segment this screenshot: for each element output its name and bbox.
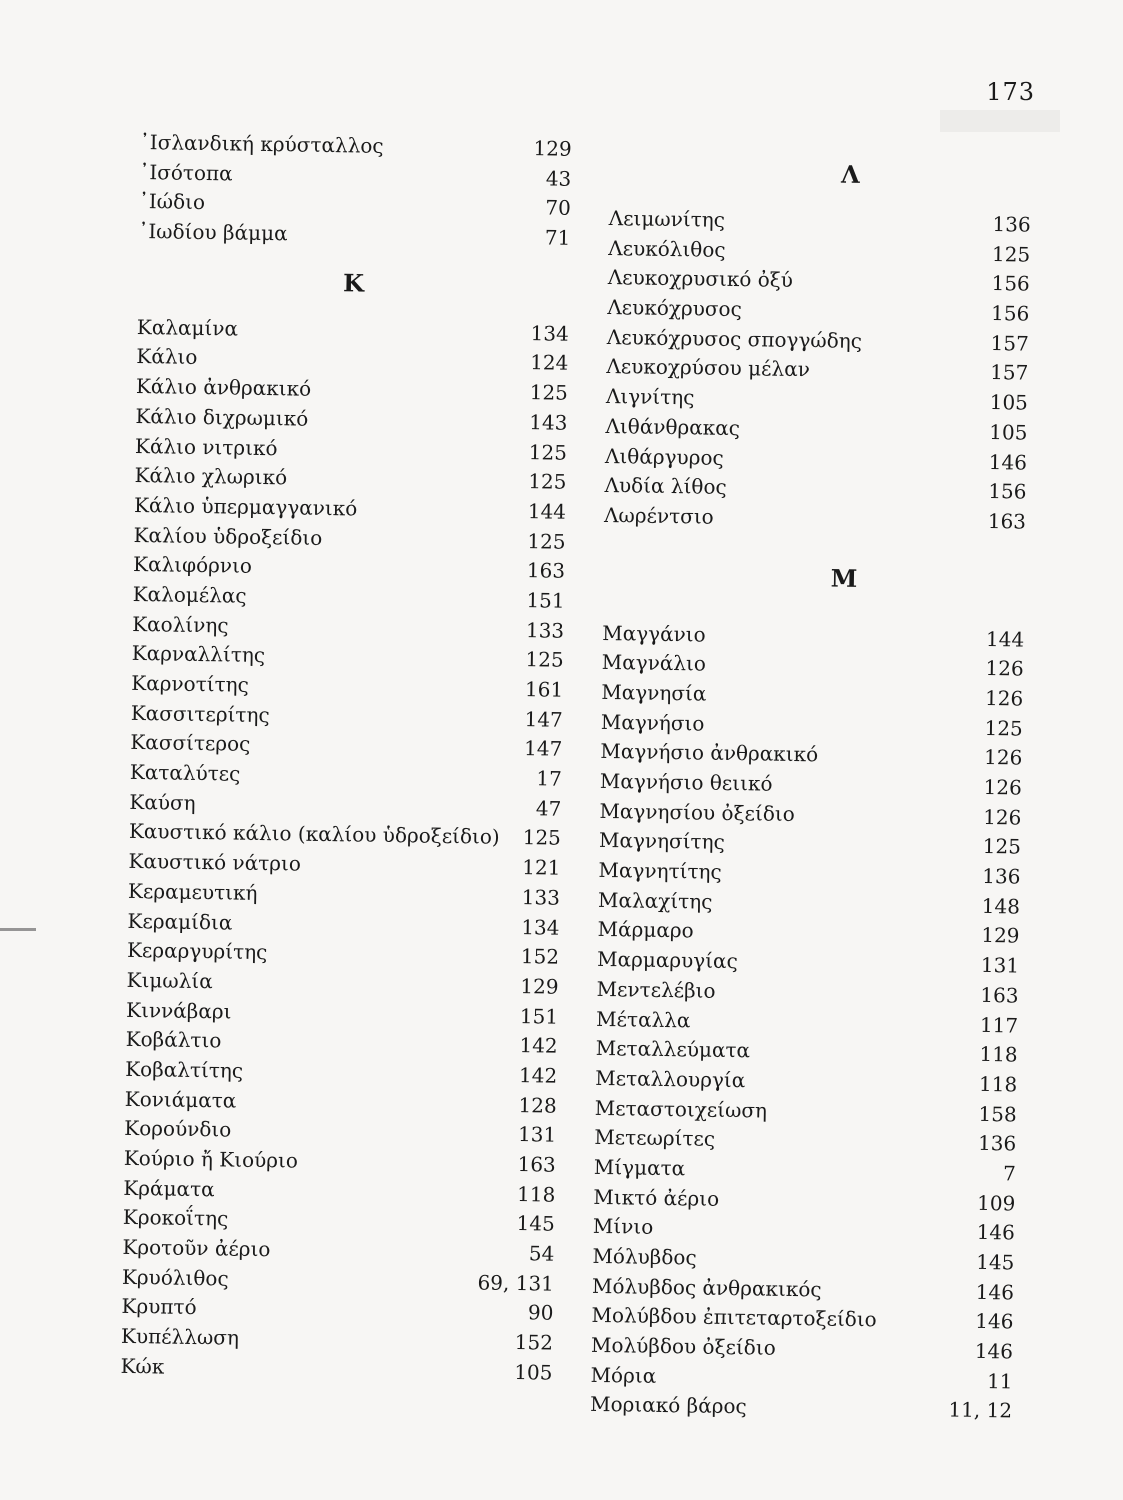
entry-page-number: 157 — [989, 360, 1029, 386]
entry-term: Λευκόχρυσος σπογγώδης — [606, 324, 863, 353]
entry-page-number: 156 — [991, 271, 1030, 296]
section-letter-mu: Μ — [830, 563, 858, 593]
entry-page-number: 105 — [989, 419, 1028, 445]
entry-term: Καλαμίνα — [136, 314, 239, 341]
entry-term: Κεραμίδια — [127, 908, 233, 935]
entry-term: Κιμωλία — [126, 967, 213, 994]
entry-term: Καολίνης — [132, 611, 229, 638]
entry-page-number: 146 — [974, 1338, 1014, 1364]
entry-page-number: 90 — [527, 1300, 554, 1326]
entry-page-number: 161 — [524, 677, 564, 702]
page-number: 173 — [986, 78, 1035, 106]
section-letter-lambda: Λ — [840, 159, 860, 189]
entry-page-number: 129 — [981, 923, 1020, 948]
entry-term: Κεραμευτική — [127, 878, 258, 905]
entry-term: Κράματα — [123, 1175, 215, 1201]
entry-term: Κάλιο διχρωμικό — [135, 403, 309, 431]
entry-page-number: 151 — [519, 1003, 559, 1029]
entry-page-number: 43 — [545, 166, 572, 191]
entry-term: Μολύβδου ὀξείδιο — [590, 1332, 776, 1360]
entry-page-number: 125 — [522, 825, 562, 851]
entry-term: Κρυόλιθος — [121, 1264, 229, 1291]
entry-page-number: 156 — [990, 301, 1030, 326]
entry-page-number: 142 — [519, 1033, 558, 1058]
entry-page-number: 146 — [975, 1309, 1014, 1334]
entry-term: Μεταστοιχείωση — [594, 1095, 768, 1123]
entry-page-number: 163 — [987, 508, 1027, 534]
entry-page-number: 142 — [518, 1063, 558, 1088]
entry-term: Μάρμαρο — [597, 917, 694, 943]
entry-page-number: 118 — [979, 1042, 1018, 1067]
entry-term: Κάλιο χλωρικό — [134, 463, 288, 490]
entry-term: Μαγνήσιο θειικό — [599, 768, 773, 796]
entry-page-number: 144 — [985, 626, 1025, 652]
entry-term: Μόρια — [590, 1362, 657, 1388]
entry-page-number: 105 — [989, 390, 1029, 415]
entry-page-number: 71 — [544, 225, 571, 250]
entry-page-number: 118 — [978, 1071, 1018, 1097]
entry-page-number: 125 — [525, 647, 564, 673]
entry-term: ᾿Ιωδίου βάμμα — [138, 219, 288, 246]
entry-page-number: 152 — [520, 944, 560, 969]
entry-term: Κασσίτερος — [130, 730, 251, 757]
entry-page-number: 11, 12 — [948, 1397, 1013, 1423]
entry-term: Μέταλλα — [595, 1006, 691, 1032]
mu-entries — [590, 619, 1025, 1427]
section-letter-kappa: Κ — [342, 267, 365, 298]
index-entry — [120, 1352, 552, 1388]
entry-term: Μόλυβδος ἀνθρακικός — [591, 1273, 822, 1302]
entry-page-number: 131 — [517, 1122, 557, 1147]
entry-term: Καλίου ὑδροξείδιο — [133, 522, 323, 550]
entry-term: Καρνοτίτης — [131, 670, 250, 697]
entry-page-number: 54 — [528, 1241, 555, 1266]
entry-page-number: 157 — [990, 330, 1030, 356]
entry-page-number: 163 — [526, 558, 566, 583]
entry-page-number: 126 — [985, 656, 1024, 681]
entry-page-number: 125 — [982, 834, 1022, 859]
entry-page-number: 126 — [984, 685, 1024, 711]
entry-page-number: 163 — [980, 982, 1019, 1008]
entry-term: Μεταλλεύματα — [595, 1036, 751, 1063]
entry-page-number: 129 — [520, 973, 559, 999]
entry-term: Λυδία λίθος — [604, 473, 727, 500]
entry-page-number: 125 — [984, 715, 1023, 741]
entry-page-number: 147 — [524, 706, 563, 732]
margin-mark — [0, 928, 36, 931]
entry-term: Μαγνήσιο — [600, 709, 705, 736]
entry-page-number: 121 — [522, 855, 561, 880]
entry-term: Μαγνησία — [601, 679, 707, 706]
entry-term: Κεραργυρίτης — [126, 938, 268, 965]
entry-term: Μεταλλουργία — [595, 1065, 746, 1093]
entry-term: Κάλιο ὑπερμαγγανικό — [133, 492, 358, 521]
entry-term: Κονιάματα — [124, 1086, 237, 1113]
entry-page-number: 133 — [521, 884, 561, 910]
entry-term: Λειμωνίτης — [608, 205, 726, 232]
entry-term: Μαλαχίτης — [597, 887, 713, 914]
entry-term: Κάλιο νιτρικό — [134, 433, 278, 460]
entry-term: Καλιφόρνιο — [132, 552, 253, 579]
entry-term: Καρναλλίτης — [131, 641, 266, 668]
entry-page-number: 158 — [978, 1101, 1017, 1127]
entry-page-number: 129 — [533, 136, 572, 161]
entry-page-number: 47 — [535, 796, 562, 821]
entry-page-number: 144 — [527, 499, 567, 524]
entry-term: Λιθάνθρακας — [605, 413, 741, 440]
entry-term: Λευκοχρυσικό ὀξύ — [607, 265, 794, 293]
index-entry — [590, 1390, 1012, 1426]
entry-term: Κροκοΐτης — [122, 1205, 229, 1231]
bleed-through-shadow — [940, 110, 1060, 132]
entry-term: Λιγνίτης — [605, 384, 695, 410]
entry-term: Κροτοῦν ἀέριο — [122, 1234, 271, 1262]
entry-page-number: 143 — [529, 409, 568, 435]
entry-page-number: 145 — [516, 1211, 556, 1237]
entry-term: Μίγματα — [593, 1154, 686, 1181]
index-column-right — [590, 138, 1032, 1427]
entry-page-number: 126 — [983, 804, 1022, 830]
entry-term: Κάλιο — [136, 344, 198, 370]
entry-term: Μαγνάλιο — [601, 650, 707, 676]
entry-page-number: 125 — [528, 439, 568, 465]
entry-page-number: 151 — [526, 588, 565, 613]
entry-page-number: 146 — [976, 1220, 1016, 1245]
entry-page-number: 7 — [1002, 1161, 1016, 1186]
entry-term: Μολύβδου ἐπιτεταρτοξείδιο — [591, 1303, 877, 1332]
entry-term: Μοριακό βάρος — [589, 1392, 747, 1419]
entry-page-number: 134 — [521, 914, 560, 940]
entry-page-number: 128 — [518, 1092, 557, 1118]
entry-term: Κούριο ἤ Κιούριο — [123, 1145, 299, 1173]
kappa-entries — [120, 313, 569, 1388]
entry-term: Μαγνήσιο ἀνθρακικό — [600, 739, 819, 767]
entry-term: Καυστικό νάτριο — [128, 849, 302, 876]
entry-page-number: 124 — [529, 350, 569, 376]
entry-page-number: 11 — [986, 1368, 1013, 1394]
entry-page-number: 163 — [517, 1152, 556, 1177]
entry-page-number: 126 — [983, 774, 1023, 800]
entry-term: Κορούνδιο — [124, 1116, 232, 1142]
entry-page-number: 131 — [980, 953, 1020, 978]
entry-page-number: 134 — [530, 320, 570, 346]
entry-term: Λευκοχρύσου μέλαν — [606, 354, 811, 382]
entry-term: Μαγνησίου ὀξείδιο — [599, 798, 795, 826]
entry-term: Μαγνητίτης — [598, 857, 722, 884]
entry-page-number: 136 — [977, 1131, 1017, 1156]
entry-page-number: 125 — [528, 469, 567, 494]
entry-page-number: 125 — [991, 241, 1031, 267]
entry-page-number: 136 — [982, 864, 1021, 889]
entry-page-number: 146 — [975, 1279, 1015, 1305]
entry-term: Μίνιο — [592, 1214, 654, 1240]
entry-term: Κώκ — [120, 1353, 165, 1379]
entry-page-number: 118 — [516, 1181, 556, 1207]
entry-page-number: 105 — [514, 1359, 553, 1385]
entry-term: Μεντελέβιο — [596, 976, 716, 1003]
entry-term: Κιννάβαρι — [125, 997, 232, 1024]
entry-term: ᾿Ισλανδική κρύσταλλος — [139, 129, 384, 158]
entry-term: Μαρμαρυγίας — [596, 947, 738, 974]
entry-term: Λευκόχρυσος — [607, 295, 742, 322]
entry-page-number: 70 — [545, 195, 571, 221]
entry-page-number: 117 — [979, 1012, 1019, 1038]
entry-page-number: 152 — [514, 1330, 554, 1355]
entry-page-number: 69, 131 — [477, 1270, 555, 1296]
entry-page-number: 146 — [988, 449, 1028, 475]
entry-page-number: 133 — [525, 617, 565, 643]
entry-term: Μικτό ἀέριο — [593, 1184, 720, 1211]
entry-page-number: 147 — [523, 736, 563, 762]
entry-page-number: 17 — [536, 766, 563, 791]
entry-term: Μόλυβδος — [592, 1243, 697, 1270]
entry-term: Μαγνησίτης — [598, 828, 725, 855]
entry-term: Κοβάλτιο — [125, 1027, 222, 1053]
entry-term: Λωρέντσιο — [603, 502, 714, 529]
entry-term: Κρυπτό — [121, 1294, 197, 1320]
entry-term: ᾿Ιώδιο — [138, 189, 206, 215]
entry-term: Μετεωρίτες — [594, 1125, 716, 1152]
entry-page-number: 109 — [976, 1190, 1016, 1216]
entry-term: Καύση — [129, 789, 196, 815]
entry-term: Κάλιο ἀνθρακικό — [135, 374, 312, 401]
index-column-left — [120, 128, 572, 1388]
entry-page-number: 148 — [981, 893, 1021, 919]
entry-term: Καλομέλας — [132, 581, 247, 608]
entry-term: Καταλύτες — [129, 759, 241, 786]
entry-page-number: 156 — [988, 479, 1027, 504]
entry-term: Λευκόλιθος — [608, 235, 726, 262]
entry-term: Μαγγάνιο — [602, 620, 706, 647]
entry-term: Καυστικό κάλιο (καλίου ὑδροξείδιο) — [128, 819, 500, 850]
entry-page-number: 145 — [976, 1249, 1015, 1275]
lambda-entries — [604, 204, 1031, 537]
entry-term: Λιθάργυρος — [604, 443, 724, 470]
entry-page-number: 125 — [527, 528, 566, 554]
entry-term: Κασσιτερίτης — [130, 700, 270, 727]
entry-term: Κοβαλτίτης — [125, 1056, 244, 1083]
iota-entries — [138, 128, 572, 254]
entry-page-number: 125 — [529, 380, 569, 405]
entry-page-number: 126 — [983, 745, 1023, 770]
entry-term: ᾿Ισότοπα — [139, 159, 233, 186]
entry-page-number: 136 — [992, 212, 1031, 237]
entry-term: Κυπέλλωση — [120, 1323, 240, 1350]
